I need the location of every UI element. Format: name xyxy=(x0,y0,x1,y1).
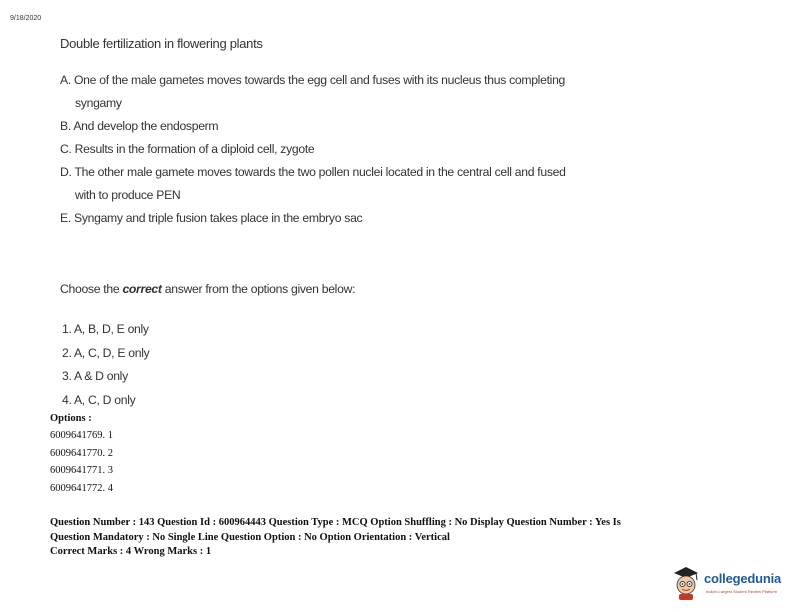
instruction-pre: Choose the xyxy=(60,282,123,296)
statement-item xyxy=(60,161,620,207)
metadata-line: Question Mandatory : No Single Line Question Option : No Option Orientation : Vertical xyxy=(50,531,450,543)
question-title: Double fertilization in flowering plants xyxy=(60,36,263,51)
instruction-text xyxy=(60,282,355,296)
statement-continuation: with to produce PEN xyxy=(75,188,181,202)
statement-continuation: syngamy xyxy=(75,96,122,110)
statement-list xyxy=(60,69,620,230)
statement-text: E. Syngamy and triple fusion takes place in the embryo sac xyxy=(60,211,363,225)
answer-choice: 2. A, C, D, E only xyxy=(62,345,150,360)
question-image xyxy=(60,36,620,407)
options-header: Options : xyxy=(50,413,92,424)
answer-choice: 3. A & D only xyxy=(62,369,128,383)
option-row: 6009641770. 2 xyxy=(50,447,113,459)
option-row: 6009641772. 4 xyxy=(50,482,113,494)
statement-item xyxy=(60,69,620,115)
statement-text: C. Results in the formation of a diploid cell, zygote xyxy=(60,142,315,156)
statement-item xyxy=(60,115,620,138)
collegedunia-logo xyxy=(670,565,785,605)
answer-choice: 4. A, C, D only xyxy=(62,392,136,407)
statement-text: D. The other male gamete moves towards the two pollen nuclei located in the central cell and fused xyxy=(60,165,566,179)
instruction-emphasis: correct xyxy=(122,282,162,296)
question-metadata xyxy=(50,516,750,560)
statement-text: B. And develop the endosperm xyxy=(60,119,219,133)
brand-name: collegedunia xyxy=(704,571,782,586)
statement-item xyxy=(60,138,620,161)
statement-item xyxy=(60,207,620,230)
brand-tagline: India's Largest Student Review Platform xyxy=(706,589,778,594)
options-block xyxy=(50,413,113,497)
answer-choice: 1. A, B, D, E only xyxy=(62,322,149,336)
instruction-post: answer from the options given below: xyxy=(161,282,356,296)
option-row: 6009641771. 3 xyxy=(50,465,113,476)
statement-text: A. One of the male gametes moves towards the egg cell and fuses with its nucleus thus completing xyxy=(60,73,566,87)
print-date: 9/18/2020 xyxy=(10,15,42,22)
metadata-line: Correct Marks : 4 Wrong Marks : 1 xyxy=(50,546,212,557)
metadata-line: Question Number : 143 Question Id : 600964443 Question Type : MCQ Option Shuffling : No Display Question Number : Yes Is xyxy=(50,517,621,528)
mascot-icon xyxy=(670,565,702,601)
answer-choices xyxy=(62,318,149,412)
option-row: 6009641769. 1 xyxy=(50,430,113,441)
